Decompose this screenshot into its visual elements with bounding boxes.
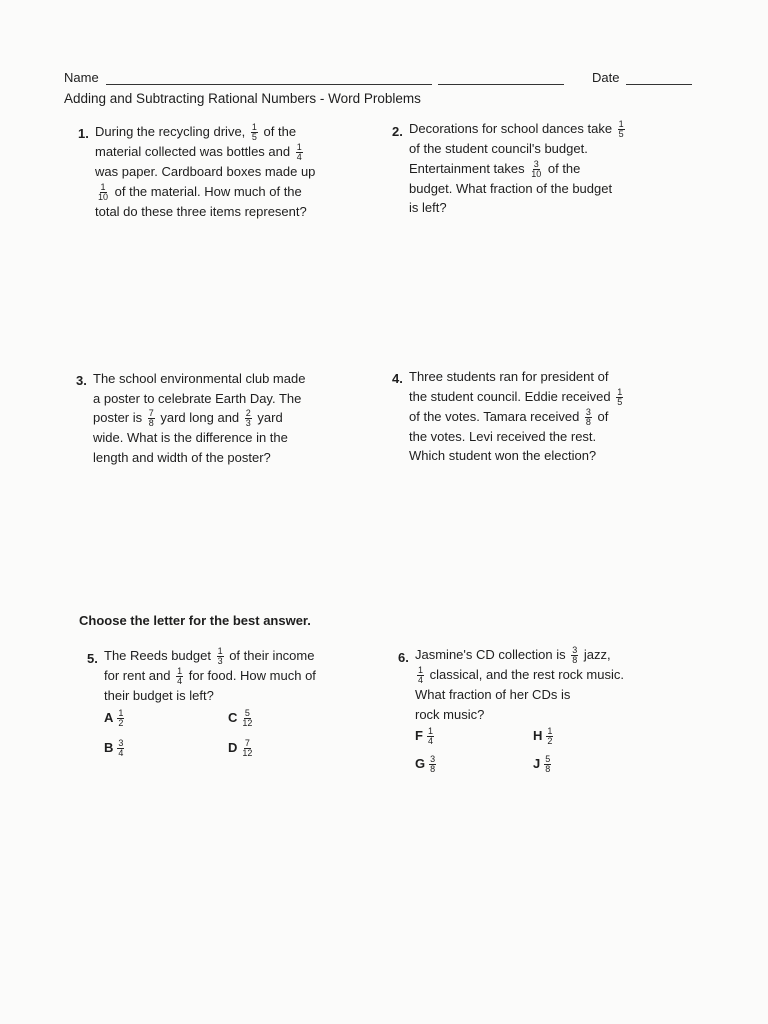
problem-text-run: poster is — [93, 410, 146, 425]
problem-text-run: of their income — [225, 648, 315, 663]
fraction-denominator: 8 — [585, 416, 591, 427]
problem-text — [409, 367, 669, 466]
fraction-denominator: 5 — [618, 129, 624, 140]
choice-letter: A — [104, 710, 114, 725]
fraction-denominator: 8 — [572, 655, 578, 666]
fraction-denominator: 5 — [251, 132, 257, 143]
problem-line — [93, 389, 353, 409]
problem-line — [104, 666, 364, 686]
problem-text-run: of the — [544, 160, 581, 176]
date-line[interactable] — [626, 84, 692, 85]
fraction-numerator: 1 — [296, 142, 302, 153]
fraction-numerator: 3 — [572, 645, 578, 656]
problem-line — [415, 665, 675, 685]
problem-text-run: of — [593, 408, 609, 424]
fraction-denominator: 4 — [177, 676, 183, 687]
fraction-denominator: 5 — [617, 396, 623, 407]
problem-text-run: Jasmine's CD collection is — [415, 647, 570, 662]
choice-fraction — [546, 727, 553, 746]
fraction-denominator: 8 — [148, 418, 154, 429]
problem-text-run: wide. What is the difference in the — [93, 430, 288, 446]
worksheet-title: Adding and Subtracting Rational Numbers - Word Problems — [64, 91, 421, 106]
choice-d[interactable] — [228, 738, 255, 758]
fraction-numerator: 3 — [533, 158, 539, 169]
fraction-denominator: 4 — [418, 675, 424, 686]
problem-line — [93, 448, 353, 468]
fraction-numerator: 2 — [245, 408, 251, 419]
fraction — [251, 123, 258, 142]
problem-text-run: the student council. Eddie received — [409, 388, 615, 404]
problem-text — [409, 119, 669, 218]
problem-line — [93, 428, 353, 448]
fraction-denominator: 12 — [242, 748, 253, 759]
fraction-numerator: 1 — [617, 386, 623, 397]
problem-text-run: Decorations for school dances take — [409, 121, 616, 136]
problem-line — [409, 367, 669, 387]
problem-text-run: classical, and the rest rock music. — [426, 667, 624, 683]
fraction-denominator: 3 — [217, 656, 223, 667]
problem-line — [409, 159, 669, 179]
fraction-numerator: 5 — [244, 708, 250, 719]
problem-text-run: jazz, — [580, 647, 611, 662]
fraction-denominator: 2 — [547, 736, 553, 747]
fraction-numerator: 3 — [118, 738, 124, 749]
problem-number: 4. — [392, 371, 403, 386]
problem-line — [409, 407, 669, 427]
problem-text-run: rock music? — [415, 706, 485, 722]
problem-line — [95, 182, 355, 202]
problem-number: 5. — [87, 651, 98, 666]
fraction-denominator: 8 — [430, 764, 436, 775]
fraction — [296, 143, 303, 162]
fraction-numerator: 1 — [100, 181, 106, 192]
fraction-numerator: 3 — [585, 406, 591, 417]
name-line-extension[interactable] — [438, 84, 564, 85]
fraction-denominator: 10 — [531, 168, 542, 179]
problem-text-run: the votes. Levi received the rest. — [409, 428, 597, 444]
problem-text-run: During the recycling drive, — [95, 124, 249, 139]
choice-fraction — [427, 727, 434, 746]
problem-text-run: of the votes. Tamara received — [409, 408, 583, 424]
problem-text-run: The Reeds budget — [104, 648, 215, 663]
problem-line — [104, 646, 364, 666]
problem-text-run: budget. What fraction of the budget — [409, 180, 613, 196]
choice-c[interactable] — [228, 708, 255, 728]
fraction-numerator: 1 — [547, 726, 553, 737]
choice-letter: B — [104, 740, 114, 755]
choice-letter: C — [228, 710, 238, 725]
problem-number: 6. — [398, 650, 409, 665]
problem-number: 3. — [76, 373, 87, 388]
fraction — [585, 408, 592, 427]
problem-text-run: for rent and — [104, 668, 175, 684]
fraction-numerator: 7 — [148, 408, 154, 419]
fraction — [176, 667, 183, 686]
fraction — [618, 120, 625, 139]
problem-text-run: total do these three items represent? — [95, 203, 307, 219]
fraction — [417, 666, 424, 685]
problem-text-run: length and width of the poster? — [93, 449, 271, 465]
problem-line — [93, 408, 353, 428]
fraction-numerator: 1 — [251, 122, 257, 133]
fraction — [616, 388, 623, 407]
fraction — [97, 183, 109, 202]
problem-text-run: of the material. How much of the — [111, 183, 302, 199]
fraction-numerator: 1 — [618, 119, 624, 130]
choice-g[interactable] — [415, 754, 438, 774]
choice-letter: H — [533, 728, 543, 743]
fraction-denominator: 4 — [118, 748, 124, 759]
fraction — [148, 409, 155, 428]
choice-fraction — [117, 709, 124, 728]
date-label: Date — [592, 70, 620, 85]
problem-line — [409, 446, 669, 466]
problem-text-run: yard — [253, 410, 283, 425]
problem-line — [409, 387, 669, 407]
fraction-numerator: 5 — [545, 754, 551, 765]
fraction-numerator: 3 — [430, 754, 436, 765]
fraction — [571, 646, 578, 665]
problem-line — [93, 369, 353, 389]
name-line[interactable] — [106, 84, 432, 85]
choice-letter: G — [415, 756, 426, 771]
choice-fraction — [544, 755, 551, 774]
problem-number: 2. — [392, 124, 403, 139]
problem-line — [104, 686, 364, 706]
fraction-numerator: 1 — [177, 666, 183, 677]
fraction-denominator: 8 — [545, 764, 551, 775]
choice-fraction — [117, 739, 124, 758]
problem-text — [415, 645, 675, 724]
problem-text-run: material collected was bottles and — [95, 144, 294, 160]
problem-text-run: Entertainment takes — [409, 160, 529, 176]
problem-text-run: for food. How much of — [185, 668, 316, 684]
choice-f[interactable] — [415, 726, 436, 746]
fraction-numerator: 1 — [427, 726, 433, 737]
problem-line — [409, 179, 669, 199]
fraction-numerator: 1 — [418, 665, 424, 676]
choice-a[interactable] — [104, 708, 126, 728]
fraction-denominator: 12 — [242, 718, 253, 729]
problem-text — [93, 369, 353, 467]
fraction-numerator: 7 — [244, 738, 250, 749]
fraction-denominator: 4 — [427, 736, 433, 747]
choice-h[interactable] — [533, 726, 555, 746]
problem-number: 1. — [78, 126, 89, 141]
problem-text-run: Three students ran for president of — [409, 369, 609, 384]
problem-text-run: is left? — [409, 200, 447, 216]
problem-text-run: was paper. Cardboard boxes made up — [95, 164, 316, 180]
problem-line — [409, 139, 669, 159]
fraction-numerator: 1 — [217, 646, 223, 657]
fraction-denominator: 3 — [245, 418, 251, 429]
problem-line — [409, 119, 669, 139]
choice-letter: J — [533, 756, 541, 771]
choice-fraction — [241, 709, 253, 728]
problem-line — [95, 162, 355, 182]
fraction — [245, 409, 252, 428]
fraction — [530, 160, 542, 179]
problem-text-run: The school environmental club made — [93, 371, 306, 386]
problem-line — [415, 705, 675, 725]
choice-fraction — [241, 739, 253, 758]
choice-letter: F — [415, 728, 423, 743]
problem-text — [104, 646, 364, 706]
choice-b[interactable] — [104, 738, 126, 758]
problem-text-run: What fraction of her CDs is — [415, 687, 571, 703]
problem-text-run: yard long and — [156, 410, 243, 425]
problem-line — [95, 202, 355, 222]
problem-line — [415, 685, 675, 705]
problem-text-run: a poster to celebrate Earth Day. The — [93, 390, 302, 406]
problem-text-run: of the student council's budget. — [409, 141, 588, 157]
problem-line — [95, 142, 355, 162]
fraction-denominator: 2 — [118, 718, 124, 729]
name-label: Name — [64, 70, 99, 85]
problem-text-run: Which student won the election? — [409, 448, 597, 464]
problem-line — [415, 645, 675, 665]
instructions: Choose the letter for the best answer. — [79, 613, 311, 628]
problem-text — [95, 122, 355, 221]
choice-letter: D — [228, 740, 238, 755]
fraction-denominator: 4 — [296, 152, 302, 163]
choice-fraction — [429, 755, 436, 774]
problem-line — [95, 122, 355, 142]
fraction-numerator: 1 — [118, 708, 124, 719]
fraction-denominator: 10 — [98, 191, 109, 202]
choice-j[interactable] — [533, 754, 553, 774]
fraction — [217, 647, 224, 666]
problem-line — [409, 427, 669, 447]
problem-line — [409, 198, 669, 218]
problem-text-run: of the — [259, 124, 297, 139]
problem-text-run: their budget is left? — [104, 688, 214, 704]
